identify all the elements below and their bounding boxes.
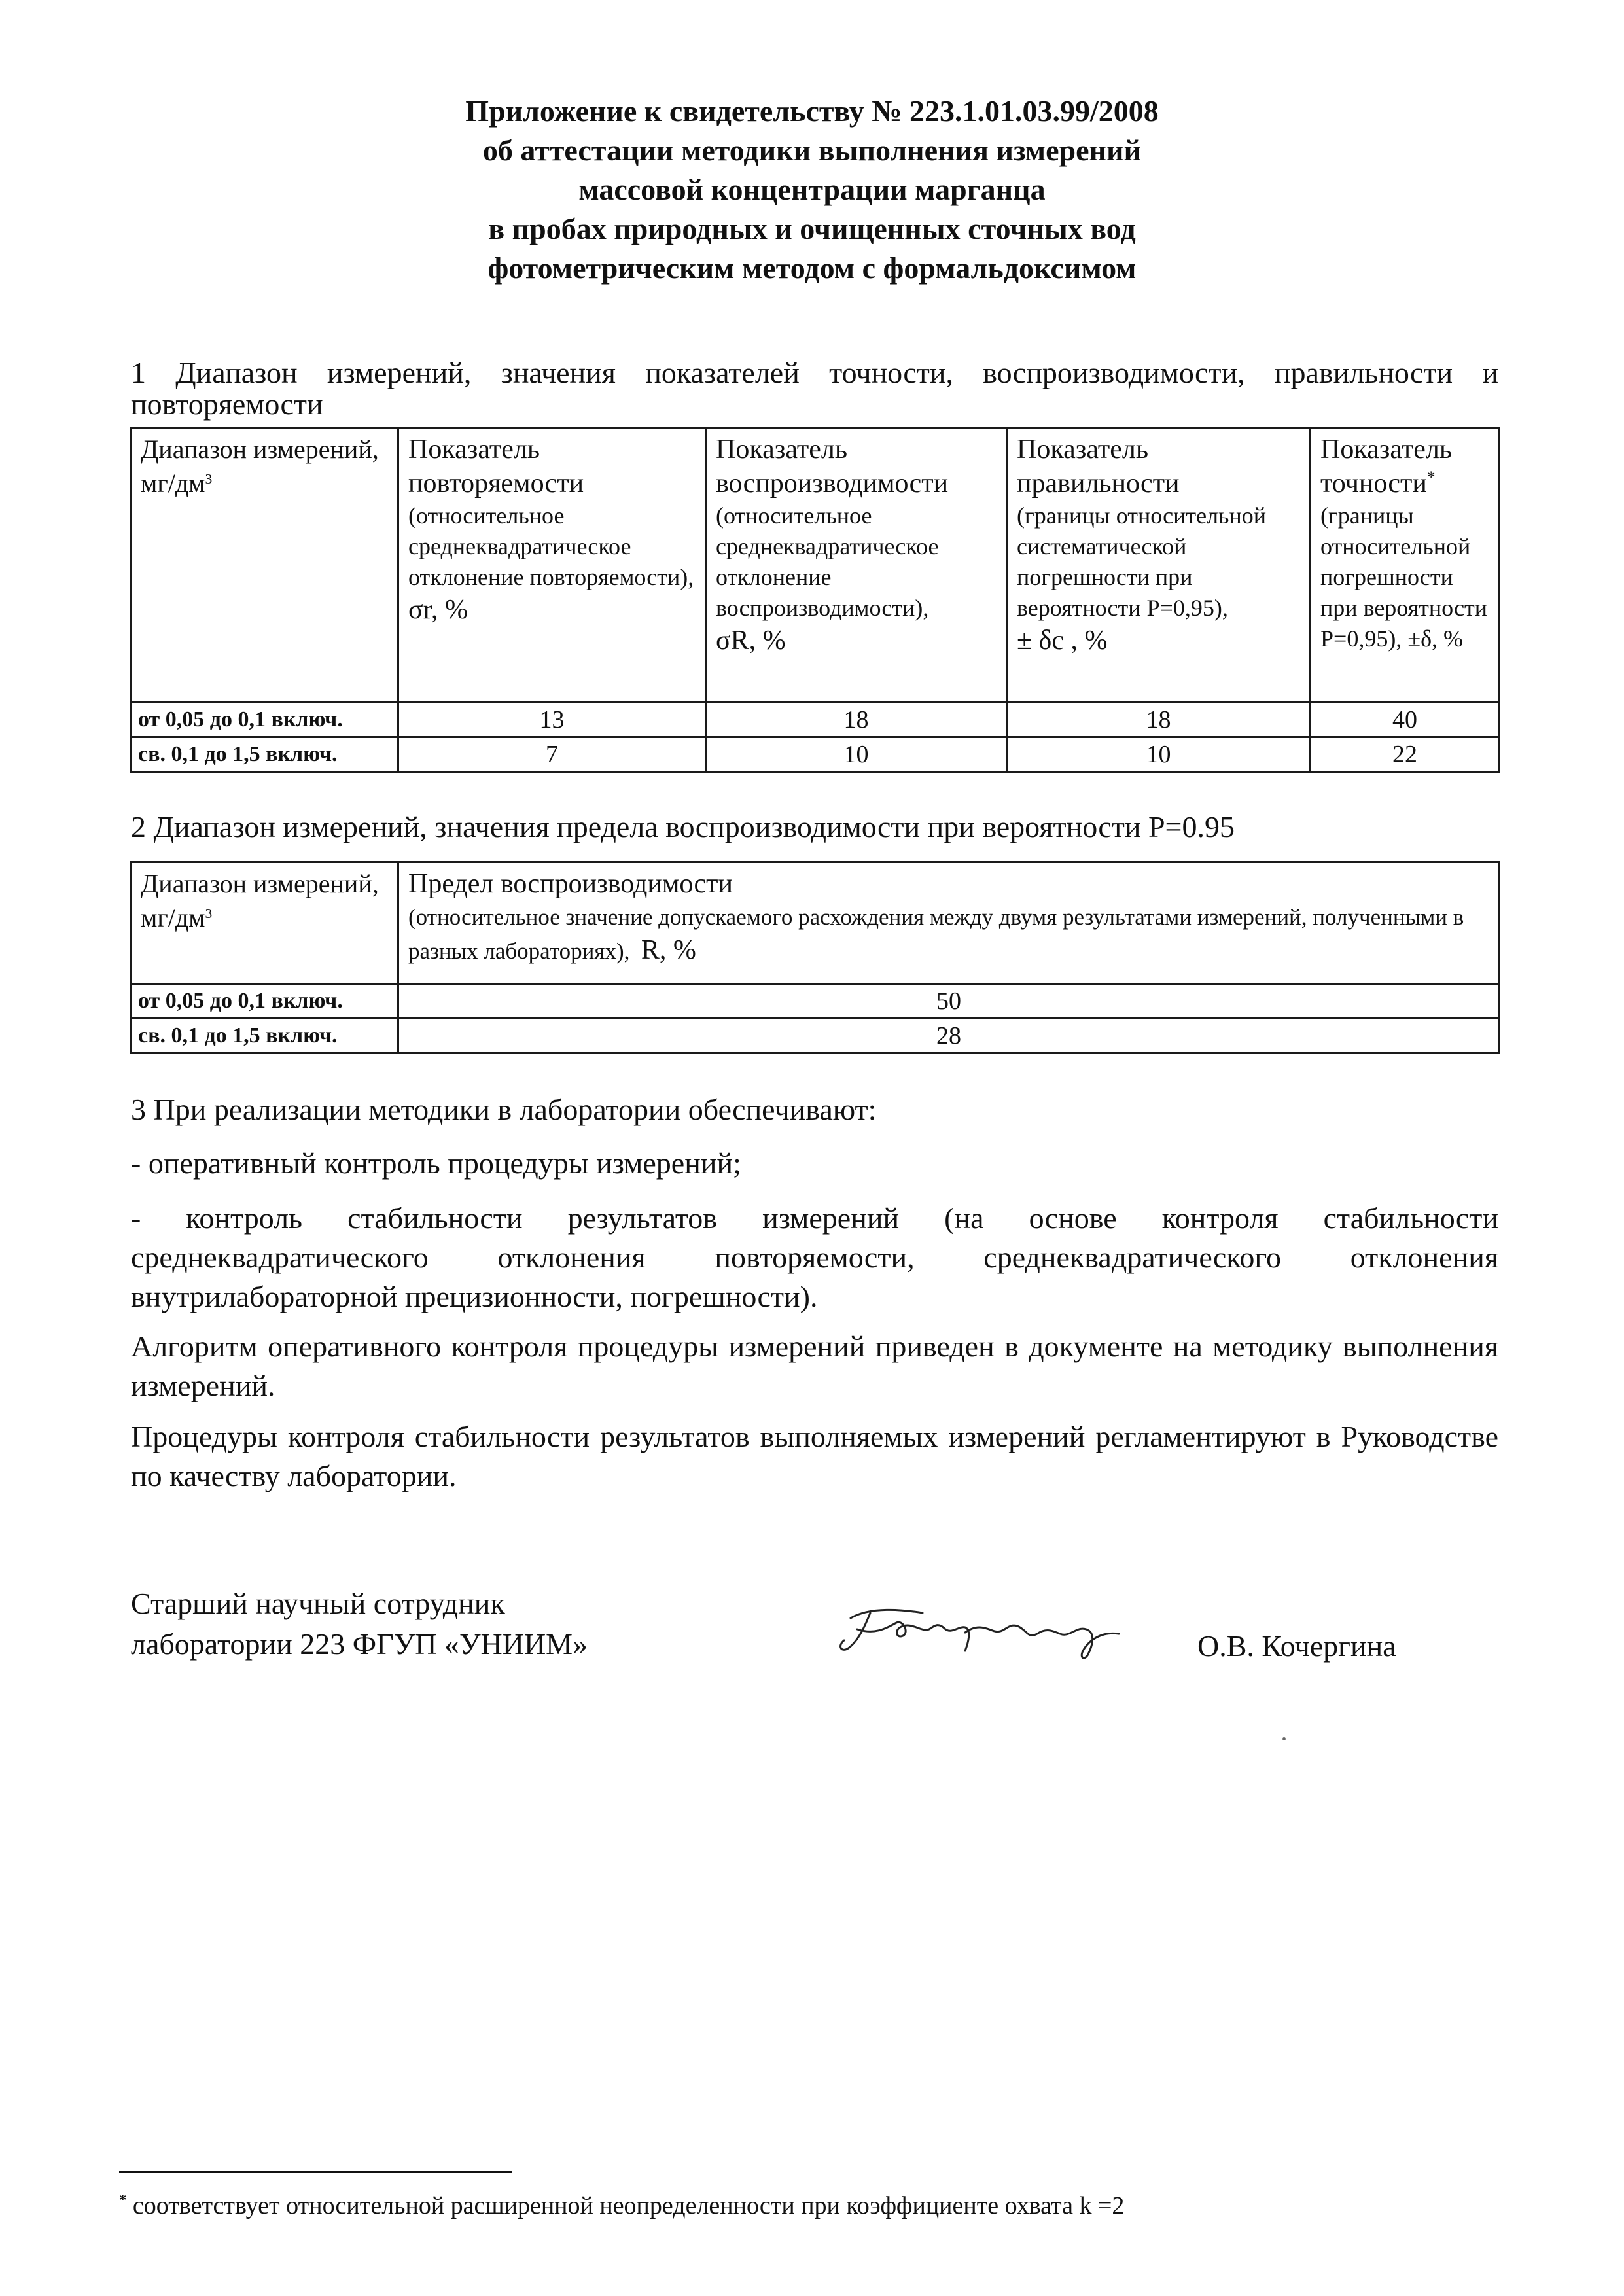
row1-accuracy: 40 [1311,703,1500,737]
section3-heading: 3 При реализации методики в лаборатории обеспечивают: [131,1093,877,1126]
row2-reproducibility: 10 [706,737,1007,772]
limit-row1-value: 50 [398,984,1500,1019]
row2-range: св. 0,1 до 1,5 включ. [131,737,398,772]
handwritten-signature [831,1593,1139,1665]
header-trueness-symbol: ± δc , % [1017,626,1108,656]
row2-accuracy: 22 [1311,737,1500,772]
header-trueness-desc: (границы относительной систематической погрешности при вероятности Р=0,95), [1017,503,1267,621]
reproducibility-limit-table [130,861,1500,1054]
row1-trueness: 18 [1007,703,1311,737]
limit-header-symbol: R, % [641,935,696,965]
limit-row1-range: от 0,05 до 0,1 включ. [131,984,398,1019]
section3-para2: Процедуры контроля стабильности результатов выполняемых измерений регламентируют в Руководстве по качеству лаборатории. [131,1420,1498,1492]
header-reproducibility-desc: (относительное среднеквадратическое отклонение воспроизводимости), [716,503,939,621]
accuracy-table-header-row [131,428,1500,703]
row2-repeatability: 7 [398,737,706,772]
limit-row2-value: 28 [398,1019,1500,1053]
header-trueness [1007,428,1311,703]
limit-header-range-label: Диапазон измерений, мг/дм [141,869,379,932]
section2-heading: 2 Диапазон измерений, значения предела воспроизводимости при вероятности Р=0.95 [131,810,1235,843]
title-line-4: в пробах природных и очищенных сточных вод [488,212,1136,245]
header-repeatability-title: Показатель повторяемости [408,434,584,499]
signature-position [131,1583,785,1665]
footnote-ref-mark: * [1426,468,1436,486]
section1-heading [131,355,1498,423]
limit-header-range [131,862,398,984]
header-range [131,428,398,703]
section3-para1: Алгоритм оперативного контроля процедуры измерений приведен в документе на методику выполнения измерений. [131,1330,1498,1402]
header-repeatability-desc: (относительное среднеквадратическое отклонение повторяемости), [408,503,694,590]
table-row [131,703,1500,737]
header-trueness-title: Показатель правильности [1017,434,1180,499]
header-reproducibility-title: Показатель воспроизводимости [716,434,949,499]
footnote-divider [119,2171,512,2173]
title-line-1: Приложение к свидетельству № 223.1.01.03.99/2008 [465,94,1159,128]
document-title [0,92,1624,288]
title-line-5: фотометрическим методом с формальдоксимом [487,251,1137,285]
header-repeatability-symbol: σr, % [408,595,468,625]
header-reproducibility [706,428,1007,703]
signature-position-line1: Старший научный сотрудник [131,1587,505,1620]
header-repeatability [398,428,706,703]
limit-header-title: Предел воспроизводимости [408,869,733,899]
section1-heading-line1: 1 Диапазон измерений, значения показателей точности, воспроизводимости, правильности и [131,356,1498,389]
scan-speck [1282,1737,1286,1740]
header-reproducibility-symbol: σR, % [716,626,786,656]
limit-header-value [398,862,1500,984]
footnote-text: соответствует относительной расширенной неопределенности при коэффициенте охвата k =2 [126,2192,1125,2219]
section1-heading-line2: повторяемости [131,387,323,421]
limit-header-desc: (относительное значение допускаемого расхождения между двумя результатами измерений, полученными в разных лабораториях), [408,904,1464,964]
footnote-mark: * [119,2191,127,2208]
section3-item1: - оперативный контроль процедуры измерений; [131,1146,741,1180]
header-range-sup: 3 [205,471,213,487]
header-accuracy-title: Показатель точности [1320,434,1452,499]
row1-reproducibility: 18 [706,703,1007,737]
accuracy-table [130,427,1500,773]
limit-table-header-row [131,862,1500,984]
title-line-3: массовой концентрации марганца [578,173,1046,206]
table-row [131,984,1500,1019]
table-row [131,1019,1500,1053]
section3-item2: - контроль стабильности результатов измерений (на основе контроля стабильности среднеквадратического отклонения повторяемости, среднеквадратического отклонения внутрилабораторной прецизионности, погрешности). [131,1201,1498,1313]
signer-name: О.В. Кочергина [1197,1629,1396,1663]
row1-range: от 0,05 до 0,1 включ. [131,703,398,737]
header-accuracy-desc: (границы относительной погрешности при вероятности Р=0,95), ±δ, % [1320,503,1488,652]
header-accuracy [1311,428,1500,703]
limit-header-range-sup: 3 [205,906,213,921]
footnote [119,2189,1493,2222]
title-line-2: об аттестации методики выполнения измерений [482,133,1142,167]
limit-row2-range: св. 0,1 до 1,5 включ. [131,1019,398,1053]
signature-position-line2: лаборатории 223 ФГУП «УНИИМ» [131,1627,588,1661]
row1-repeatability: 13 [398,703,706,737]
header-range-label: Диапазон измерений, мг/дм [141,434,379,498]
row2-trueness: 10 [1007,737,1311,772]
table-row [131,737,1500,772]
